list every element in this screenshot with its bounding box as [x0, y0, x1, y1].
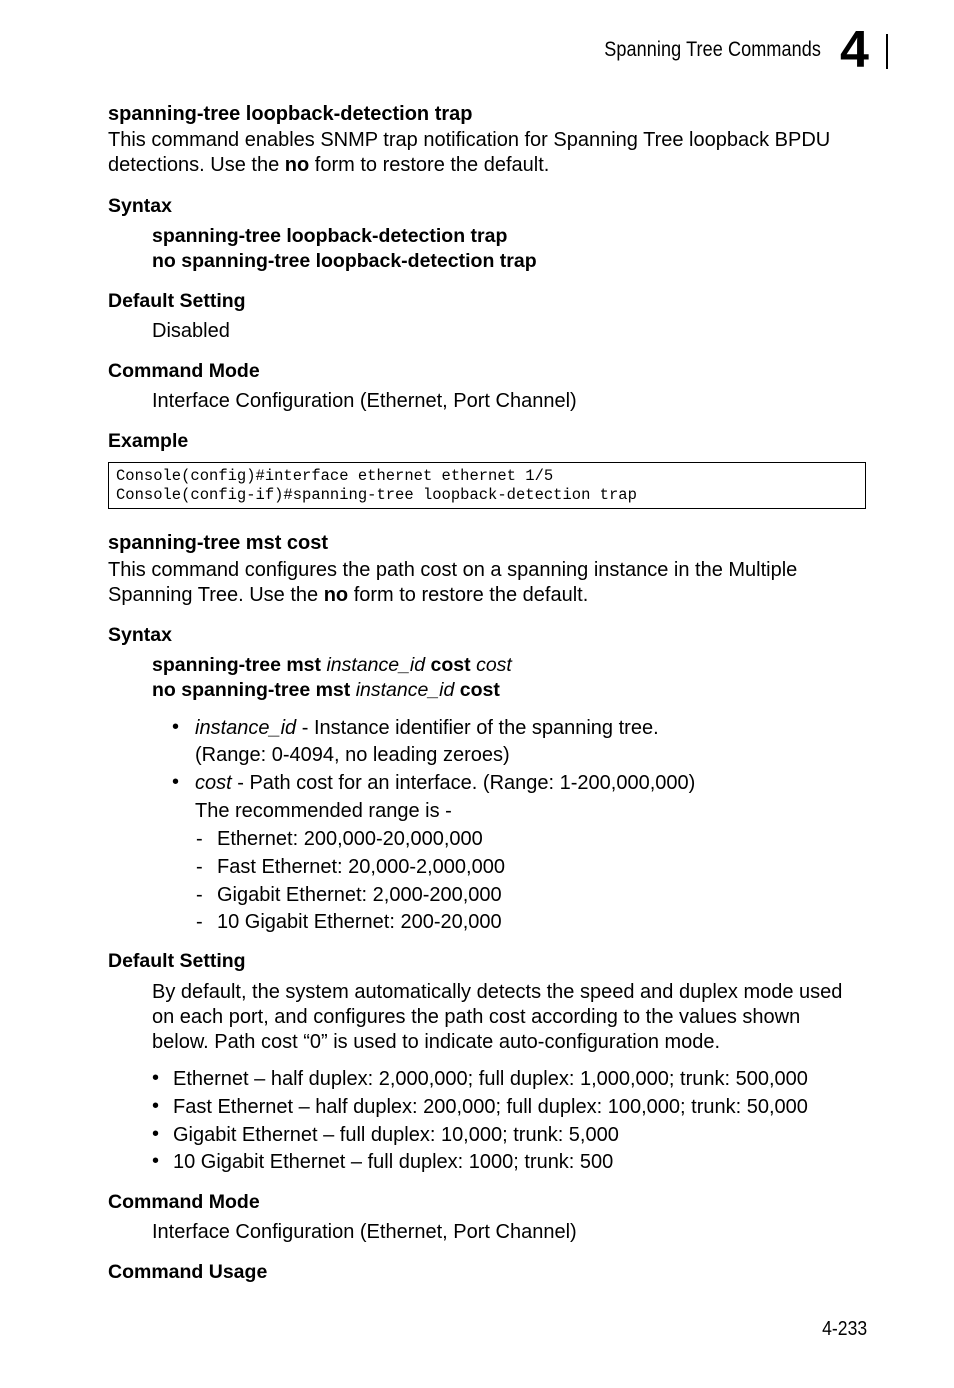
- bullet-icon: •: [172, 771, 180, 793]
- default-setting-value: Disabled: [152, 320, 230, 342]
- syntax-line: spanning-tree loopback-detection trap: [152, 225, 508, 247]
- bullet-icon: •: [152, 1067, 160, 1089]
- command-description: This command enables SNMP trap notification for Spanning Tree loopback BPDU detections. Use the no form to restore the default.: [108, 129, 831, 176]
- chapter-rule: [886, 34, 888, 69]
- range-item: Ethernet: 200,000-20,000,000: [217, 828, 483, 850]
- example-heading: Example: [108, 430, 189, 452]
- default-setting-line: By default, the system automatically detects the speed and duplex mode used: [152, 981, 843, 1003]
- command-mode-value: Interface Configuration (Ethernet, Port Channel): [152, 1221, 577, 1243]
- default-item: Gigabit Ethernet – full duplex: 10,000; trunk: 5,000: [173, 1124, 619, 1146]
- syntax-heading: Syntax: [108, 195, 172, 217]
- syntax-line: spanning-tree mst instance_id cost cost: [152, 654, 512, 676]
- dash-icon: -: [196, 884, 203, 906]
- dash-icon: -: [196, 911, 203, 933]
- default-item: Fast Ethernet – half duplex: 200,000; full duplex: 100,000; trunk: 50,000: [173, 1096, 808, 1118]
- command-title: spanning-tree mst cost: [108, 532, 329, 554]
- dash-icon: -: [196, 856, 203, 878]
- default-setting-line: below. Path cost “0” is used to indicate auto-configuration mode.: [152, 1031, 721, 1053]
- bullet-icon: •: [152, 1150, 160, 1172]
- bullet-icon: •: [152, 1095, 160, 1117]
- page-number: 4-233: [821, 1318, 867, 1340]
- command-description-line: This command configures the path cost on a spanning instance in the Multiple: [108, 559, 798, 581]
- default-setting-line: on each port, and configures the path cost according to the values shown: [152, 1006, 801, 1028]
- chapter-number: 4: [840, 21, 869, 79]
- parameter-item: instance_id - Instance identifier of the spanning tree.: [195, 717, 659, 739]
- command-mode-heading: Command Mode: [108, 1191, 260, 1213]
- range-item: Gigabit Ethernet: 2,000-200,000: [217, 884, 502, 906]
- parameter-range: (Range: 0-4094, no leading zeroes): [195, 744, 510, 766]
- range-item: Fast Ethernet: 20,000-2,000,000: [217, 856, 505, 878]
- code-line: Console(config)#interface ethernet ethernet 1/5: [116, 467, 554, 485]
- command-mode-heading: Command Mode: [108, 360, 260, 382]
- running-header-title: Spanning Tree Commands: [604, 38, 821, 61]
- syntax-line-no-form: no spanning-tree loopback-detection trap: [152, 250, 537, 272]
- command-title: spanning-tree loopback-detection trap: [108, 103, 473, 125]
- parameter-note: The recommended range is -: [195, 800, 452, 822]
- default-item: Ethernet – half duplex: 2,000,000; full duplex: 1,000,000; trunk: 500,000: [173, 1068, 808, 1090]
- code-line: Console(config-if)#spanning-tree loopback-detection trap: [116, 486, 637, 504]
- parameter-item: cost - Path cost for an interface. (Range: 1-200,000,000): [195, 772, 696, 794]
- example-code-block: [108, 462, 866, 509]
- syntax-line-no-form: no spanning-tree mst instance_id cost: [152, 679, 500, 701]
- syntax-heading: Syntax: [108, 624, 172, 646]
- default-item: 10 Gigabit Ethernet – full duplex: 1000; trunk: 500: [173, 1151, 614, 1173]
- default-setting-heading: Default Setting: [108, 290, 246, 312]
- command-usage-heading: Command Usage: [108, 1261, 268, 1283]
- command-description-line: Spanning Tree. Use the no form to restore the default.: [108, 584, 589, 606]
- dash-icon: -: [196, 828, 203, 850]
- default-setting-heading: Default Setting: [108, 950, 246, 972]
- command-mode-value: Interface Configuration (Ethernet, Port Channel): [152, 390, 577, 412]
- range-item: 10 Gigabit Ethernet: 200-20,000: [217, 911, 502, 933]
- bullet-icon: •: [172, 716, 180, 738]
- bullet-icon: •: [152, 1123, 160, 1145]
